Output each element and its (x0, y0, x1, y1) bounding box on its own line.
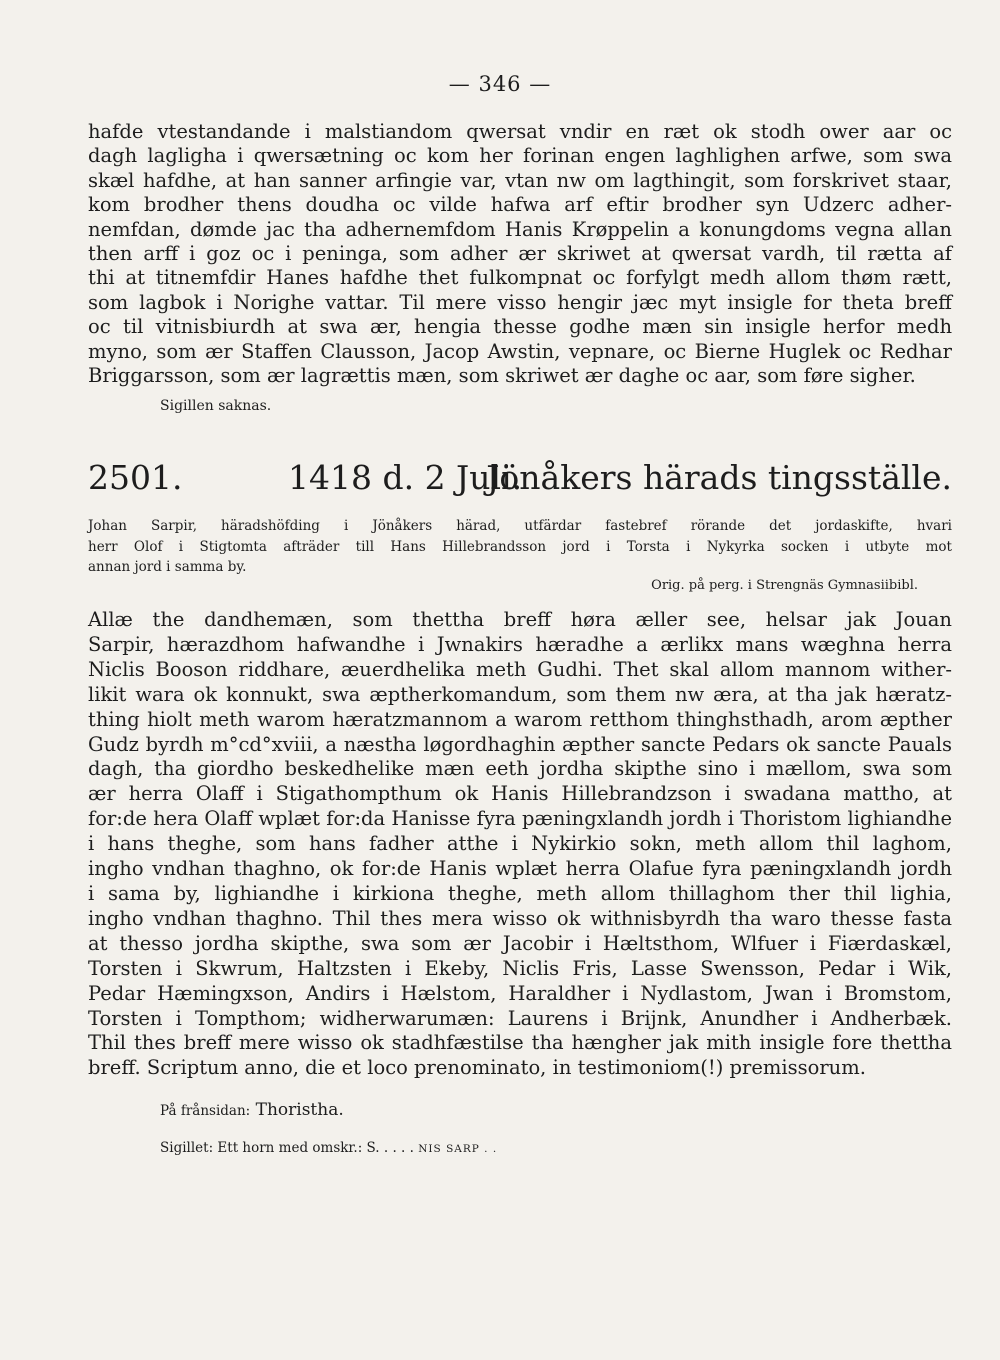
text-line: Niclis Booson riddhare, æuerdhelika meth Gudhi. Thet skal allom mannom wither- (88, 657, 952, 681)
text-line: Sarpir, hærazdhom hafwandhe i Jwnakirs hæradhe a ærlikx mans wæghna herra (88, 632, 952, 656)
text-line: thi at titnemfdir Hanes hafdhe thet fulkompnat oc forfylgt medh allom thøm rætt, (88, 266, 952, 290)
text-line: myno, som ær Staffen Clausson, Jacop Awstin, vepnare, oc Bierne Huglek oc Redhar (88, 339, 952, 363)
text-line: Allæ the dandhemæn, som thettha breff høra æller see, helsar jak Jouan (88, 608, 952, 631)
paragraph-continuation (88, 120, 952, 388)
text-line: for:de hera Olaff wplæt for:da Hanisse fyra pæningxlandh jordh i Thoristom lighiandhe (88, 807, 952, 831)
text-line: likit wara ok konnukt, swa æptherkomandum, som them nw æra, at tha jak hæratz- (88, 682, 952, 706)
seals-missing-note: Sigillen saknas. (160, 398, 272, 414)
text-line: i hans theghe, som hans fadher atthe i Nykirkio sokn, meth allom thil laghom, (88, 832, 952, 856)
text-line: Torsten i Skwrum, Haltzsten i Ekeby, Niclis Fris, Lasse Swensson, Pedar i Wik, (88, 956, 952, 980)
origin-note: Orig. på perg. i Strengnäs Gymnasiibibl. (651, 578, 918, 593)
summary-line: Johan Sarpir, häradshöfding i Jönåkers härad, utfärdar fastebref rörande det jordaskifte, hvari (88, 518, 952, 534)
text-line: dagh, tha giordho beskedhelike mæn eeth jordha skipthe sino i mællom, swa som (88, 757, 952, 781)
document-date: 1418 d. 2 Juli. (288, 458, 523, 497)
summary-line: herr Olof i Stigtomta afträder till Hans Hillebrandsson jord i Torsta i Nykyrka socken i utbyte mot (88, 538, 952, 555)
document-number: 2501. (88, 458, 183, 497)
text-line: ingho vndhan thaghno, ok for:de Hanis wplæt herra Olafue fyra pæningxlandh jordh (88, 857, 952, 881)
text-line: thing hiolt meth warom hæratzmannom a warom retthom thinghsthadh, arom æpther (88, 707, 952, 731)
seal-description (160, 1140, 497, 1156)
text-line: ær herra Olaff i Stigathompthum ok Hanis Hillebrandzson i swadana mattho, at (88, 782, 952, 806)
seal-legend: NIS SARP . . (418, 1143, 498, 1155)
text-line: ingho vndhan thaghno. Thil thes mera wisso ok withnisbyrdh tha waro thesse fasta (88, 906, 952, 930)
text-line: Pedar Hæmingxson, Andirs i Hælstom, Haraldher i Nydlastom, Jwan i Bromstom, (88, 981, 952, 1005)
seal-description-label: Sigillet: Ett horn med omskr.: S. . . . . (160, 1140, 419, 1156)
charter-text (88, 608, 952, 1081)
text-line: som lagbok i Norighe vattar. Til mere visso hengir jæc myt insigle for theta breff (88, 290, 952, 314)
text-line: Torsten i Tompthom; widherwarumæn: Laurens i Brijnk, Anundher i Andherbæk. (88, 1006, 952, 1030)
text-line: oc til vitnisbiurdh at swa ær, hengia thesse godhe mæn sin insigle herfor medh (88, 315, 952, 339)
document-place: Jönåkers härads tingsställe. (486, 458, 952, 497)
text-line: nemfdan, dømde jac tha adhernemfdom Hanis Krøppelin a konungdoms vegna allan (88, 217, 952, 241)
page-number: — 346 — (448, 72, 552, 96)
text-line: hafde vtestandande i malstiandom qwersat vndir en ræt ok stodh ower aar oc (88, 120, 952, 143)
document-summary (88, 516, 952, 578)
text-line: then arff i goz oc i peninga, som adher ær skriwet at qwersat vardh, til rætta af (88, 242, 952, 266)
text-line: Thil thes breff mere wisso ok stadhfæstilse tha hængher jak mith insigle fore thettha (88, 1031, 952, 1055)
front-side-text: Thoristha. (255, 1100, 344, 1120)
text-line: Gudz byrdh m°cd°xviii, a næstha løgordhaghin æpther sancte Pedars ok sancte Pauals (88, 732, 952, 756)
front-side-note (160, 1100, 344, 1120)
text-line: i sama by, lighiandhe i kirkiona theghe, meth allom thillaghom ther thil lighia, (88, 881, 952, 905)
text-line: Briggarsson, som ær lagrættis mæn, som skriwet ær daghe oc aar, som føre sigher. (88, 364, 916, 388)
document-heading (88, 456, 952, 500)
text-line: breff. Scriptum anno, die et loco prenominato, in testimoniom(!) premissorum. (88, 1056, 866, 1080)
front-side-label: På frånsidan: (160, 1103, 251, 1119)
text-line: dagh lagligha i qwersætning oc kom her forinan engen laghlighen arfwe, som swa (88, 144, 952, 168)
text-line: kom brodher thens doudha oc vilde hafwa arf eftir brodher syn Udzerc adher- (88, 193, 952, 217)
text-line: skæl hafdhe, at han sanner arfingie var, vtan nw om lagthingit, som forskrivet staar, (88, 168, 952, 192)
summary-line: annan jord i samma by. (88, 559, 247, 575)
text-line: at thesso jordha skipthe, swa som ær Jacobir i Hæltsthom, Wlfuer i Fiærdaskæl, (88, 931, 952, 955)
